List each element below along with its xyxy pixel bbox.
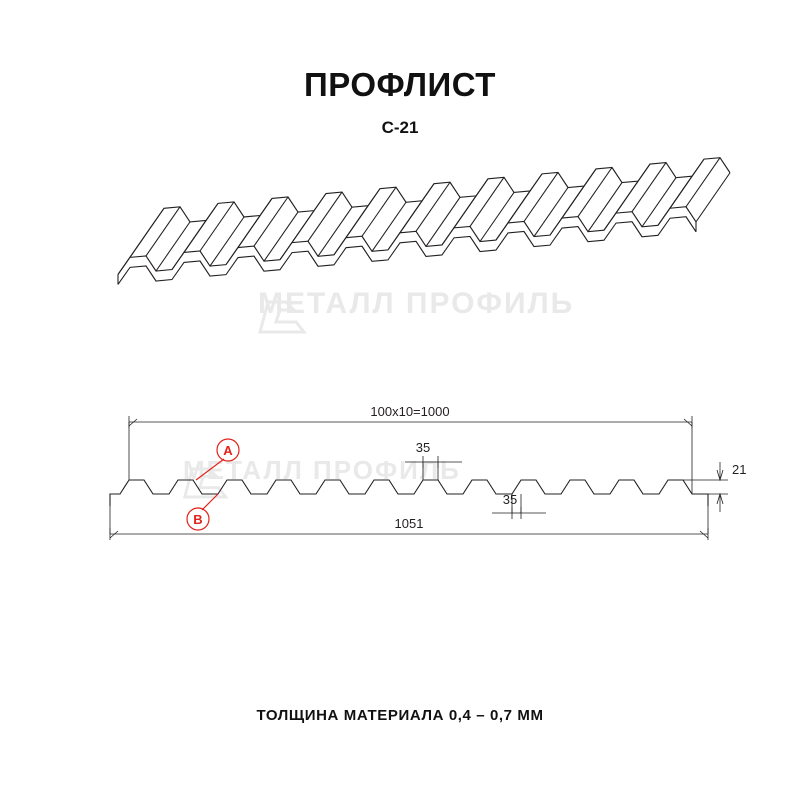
dimension-rib-bottom	[492, 492, 546, 519]
dimension-height-label: 21	[732, 462, 747, 477]
callout-a	[196, 439, 239, 480]
dimension-total-width-label: 1051	[394, 516, 424, 531]
page-title: ПРОФЛИСТ	[304, 66, 496, 103]
dimension-useful-width	[129, 404, 692, 494]
watermark-text-top: МЕТАЛЛ ПРОФИЛЬ	[258, 287, 575, 320]
dimension-height	[683, 462, 746, 512]
section-profile	[110, 480, 708, 506]
cross-section-drawing	[80, 400, 747, 575]
page-subtitle-model: С-21	[381, 118, 419, 137]
dimension-rib-bottom-label: 35	[502, 492, 518, 507]
callout-a-label: A	[223, 443, 233, 458]
perspective-drawing	[90, 165, 720, 315]
callout-b-label: B	[193, 512, 203, 527]
callout-b	[187, 494, 218, 530]
dimension-rib-top-label: 35	[415, 440, 431, 455]
dimension-rib-top	[405, 440, 462, 480]
watermark-text-bottom: МЕТАЛЛ ПРОФИЛЬ	[183, 455, 461, 485]
dimension-useful-width-label: 100х10=1000	[370, 404, 450, 419]
perspective-svg	[90, 165, 720, 315]
cross-section-svg	[80, 400, 747, 575]
corrugation-profile-group	[118, 157, 730, 285]
thickness-note: ТОЛЩИНА МАТЕРИАЛА 0,4 – 0,7 ММ	[256, 707, 544, 724]
